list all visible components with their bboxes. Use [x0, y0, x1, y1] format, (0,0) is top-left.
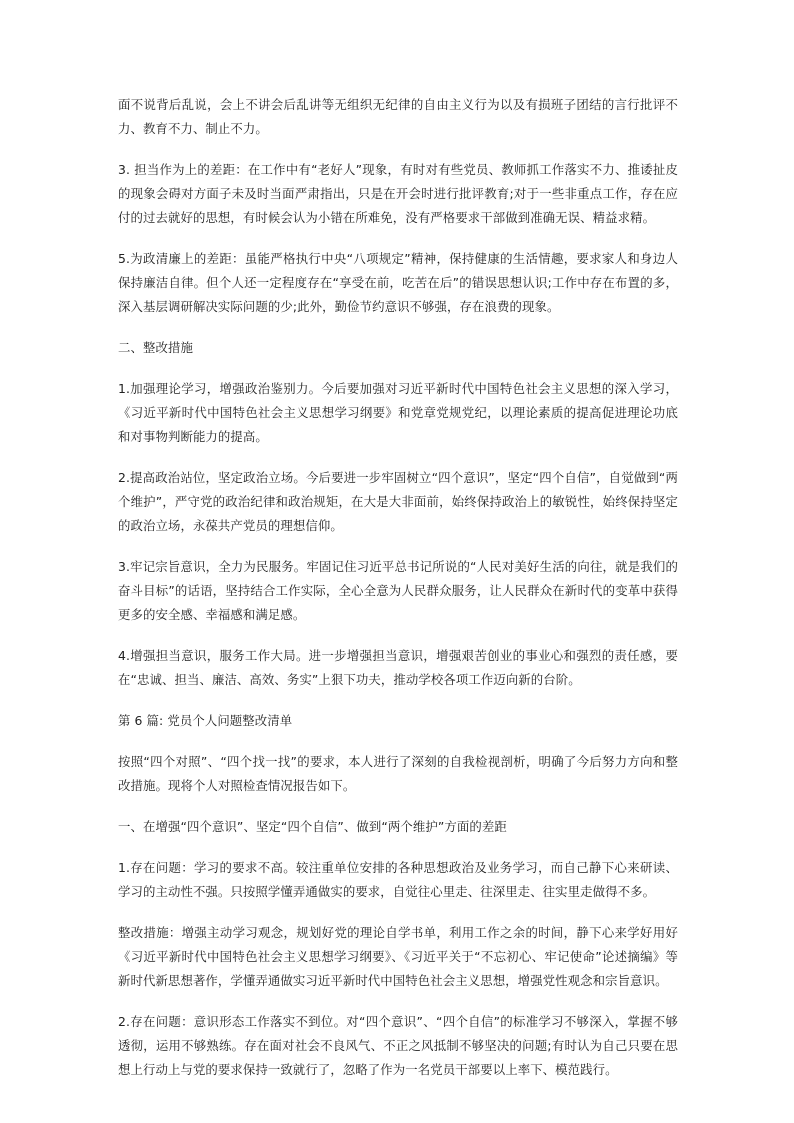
- paragraph-gap-3: 3. 担当作为上的差距：在工作中有“老好人”现象，有时对有些党员、教师抓工作落实不力、推诿扯皮的现象会碍对方面子未及时当面严肃指出，只是在开会时进行批评教育;对于一些非重点工作，存在应付的过去就好的思想，有时候会认为小错在所难免，没有严格要求干部做到准确无误、精益求精。: [118, 162, 678, 225]
- paragraph-gap-5: 5.为政清廉上的差距：虽能严格执行中央“八项规定”精神，保持健康的生活情趣，要求家人和身边人保持廉洁自律。但个人还一定程度存在“享受在前，吃苦在后”的错误思想认识;工作中存在布置的多，深入基层调研解决实际问题的少;此外，勤俭节约意识不够强，存在浪费的现象。: [118, 251, 678, 314]
- section-heading-gap: 一、在增强“四个意识”、坚定“四个自信”、做到“两个维护”方面的差距: [118, 819, 507, 834]
- paragraph-measure-2: 2.提高政治站位，坚定政治立场。今后要进一步牢固树立“四个意识”，坚定“四个自信”，自觉做到“两个维护”，严守党的政治纪律和政治规矩，在大是大非面前，始终保持政治上的敏锐性，始终保持坚定的政治立场，永葆共产党员的理想信仰。: [118, 470, 678, 533]
- paragraph-intro: 按照“四个对照”、“四个找一找”的要求，本人进行了深刻的自我检视剖析，明确了今后努力方向和整改措施。现将个人对照检查情况报告如下。: [118, 754, 678, 793]
- paragraph-problem-2: 2.存在问题：意识形态工作落实不到位。对“四个意识”、“四个自信”的标准学习不够深入，掌握不够透彻，运用不够熟练。存在面对社会不良风气、不正之风抵制不够坚决的问题;有时认为自己只要在思想上行动上与党的要求保持一致就行了，忽略了作为一名党员干部要以上率下、模范践行。: [118, 1014, 678, 1077]
- paragraph-measure-1: 1.加强理论学习，增强政治鉴别力。今后要加强对习近平新时代中国特色社会主义思想的深入学习，《习近平新时代中国特色社会主义思想学习纲要》和党章党规党纪，以理论素质的提高促进理论功底和对事物判断能力的提高。: [118, 381, 678, 444]
- paragraph-measure-4: 4.增强担当意识，服务工作大局。进一步增强担当意识，增强艰苦创业的事业心和强烈的责任感，要在“忠诚、担当、廉洁、高效、务实”上狠下功夫，推动学校各项工作迈向新的台阶。: [118, 648, 678, 687]
- article-title-6: 第 6 篇: 党员个人问题整改清单: [118, 713, 293, 728]
- paragraph-measure-3: 3.牢记宗旨意识，全力为民服务。牢固记住习近平总书记所说的“人民对美好生活的向往，就是我们的奋斗目标”的话语，坚持结合工作实际，全心全意为人民群众服务，让人民群众在新时代的变革中获得更多的安全感、幸福感和满足感。: [118, 559, 678, 622]
- paragraph-problem-1: 1.存在问题：学习的要求不高。较注重单位安排的各种思想政治及业务学习，而自己静下心来研读、学习的主动性不强。只按照学懂弄通做实的要求，自觉往心里走、往深里走、往实里走做得不多。: [118, 860, 678, 899]
- document-body: [118, 93, 678, 1099]
- paragraph-fix-1: 整改措施：增强主动学习观念，规划好党的理论自学书单，利用工作之余的时间，静下心来学好用好《习近平新时代中国特色社会主义思想学习纲要》、《习近平关于“不忘初心、牢记使命”论述摘编》等新时代新思想著作，学懂弄通做实习近平新时代中国特色社会主义思想，增强党性观念和宗旨意识。: [118, 925, 678, 988]
- section-heading-rectification: 二、整改措施: [118, 340, 193, 355]
- paragraph-continuation: 面不说背后乱说，会上不讲会后乱讲等无组织无纪律的自由主义行为以及有损班子团结的言行批评不力、教育不力、制止不力。: [118, 97, 678, 136]
